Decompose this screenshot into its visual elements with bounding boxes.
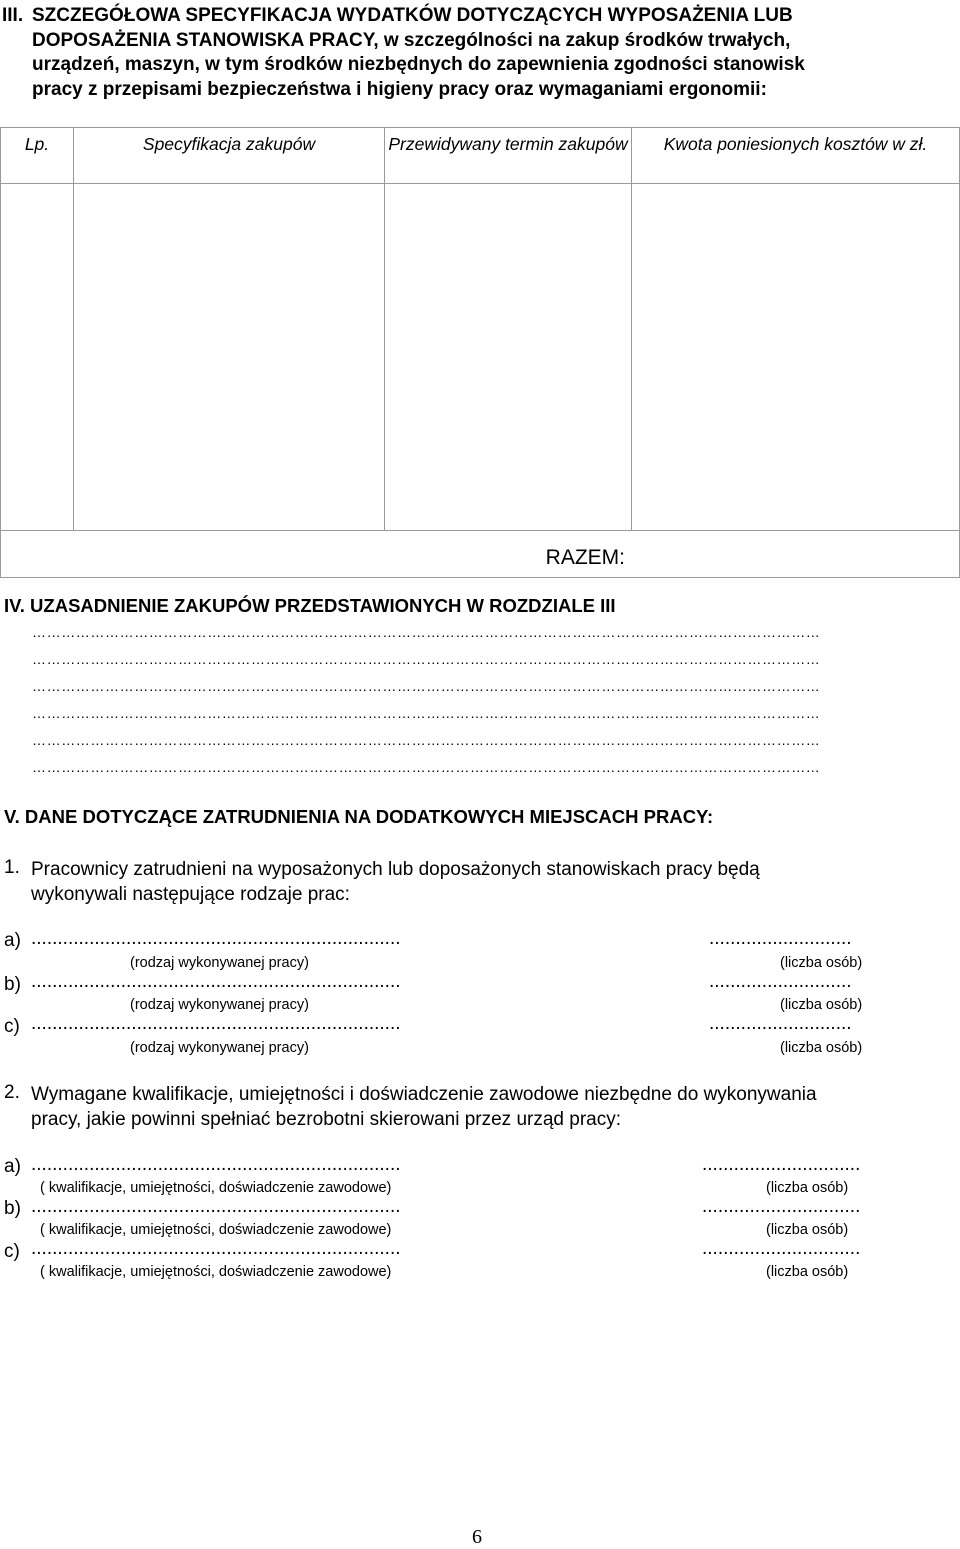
item-label: b) — [4, 1198, 21, 1219]
page-number: 6 — [472, 1526, 482, 1548]
question-2-line: pracy, jakie powinni spełniać bezrobotni skierowani przez urząd pracy: — [31, 1109, 621, 1130]
justification-line[interactable]: ……………………………………………………………………………………………………………………………………………… — [32, 759, 821, 775]
table-cell-specification[interactable] — [74, 184, 385, 531]
qualification-caption: ( kwalifikacje, umiejętności, doświadczenie zawodowe) — [40, 1180, 392, 1196]
column-header-purchase-date: Przewidywany termin zakupów — [385, 128, 632, 184]
column-header-cost: Kwota poniesionych kosztów w zł. — [632, 128, 960, 184]
section-3-line: SZCZEGÓŁOWA SPECYFIKACJA WYDATKÓW DOTYCZĄCYCH WYPOSAŻENIA LUB — [32, 5, 793, 26]
headcount-field[interactable]: .............................. — [702, 1196, 861, 1217]
question-1-text — [31, 857, 955, 907]
item-label: c) — [4, 1241, 20, 1262]
question-1-line: wykonywali następujące rodzaje prac: — [31, 884, 350, 905]
headcount-caption: (liczba osób) — [780, 997, 863, 1013]
question-1-line: Pracownicy zatrudnieni na wyposażonych lub doposażonych stanowiskach pracy będą — [31, 859, 760, 880]
qualification-field[interactable]: ...................................................................... — [31, 1238, 401, 1259]
question-2-text — [31, 1082, 955, 1132]
section-3-line: urządzeń, maszyn, w tym środków niezbędnych do zapewnienia zgodności stanowisk — [32, 54, 805, 75]
headcount-field[interactable]: ........................... — [709, 1013, 852, 1034]
purchase-spec-table — [0, 127, 960, 578]
work-type-field[interactable]: ...................................................................... — [31, 928, 401, 949]
justification-line[interactable]: ……………………………………………………………………………………………………………………………………………… — [32, 732, 821, 748]
headcount-caption: (liczba osób) — [780, 1040, 863, 1056]
table-cell-cost[interactable] — [632, 184, 960, 531]
work-type-field[interactable]: ...................................................................... — [31, 1013, 401, 1034]
column-header-specification: Specyfikacja zakupów — [74, 128, 385, 184]
headcount-field[interactable]: ........................... — [709, 928, 852, 949]
justification-line[interactable]: ……………………………………………………………………………………………………………………………………………… — [32, 678, 821, 694]
qualification-caption: ( kwalifikacje, umiejętności, doświadczenie zawodowe) — [40, 1222, 392, 1238]
work-type-caption: (rodzaj wykonywanej pracy) — [130, 1040, 309, 1056]
headcount-field[interactable]: .............................. — [702, 1154, 861, 1175]
section-5-heading: V. DANE DOTYCZĄCE ZATRUDNIENIA NA DODATKOWYCH MIEJSCACH PRACY: — [4, 806, 714, 827]
question-2-line: Wymagane kwalifikacje, umiejętności i doświadczenie zawodowe niezbędne do wykonywania — [31, 1084, 817, 1105]
headcount-caption: (liczba osób) — [766, 1222, 849, 1238]
section-3-line: pracy z przepisami bezpieczeństwa i higieny pracy oraz wymaganiami ergonomii: — [32, 78, 767, 100]
qualification-caption: ( kwalifikacje, umiejętności, doświadczenie zawodowe) — [40, 1264, 392, 1280]
work-type-caption: (rodzaj wykonywanej pracy) — [130, 997, 309, 1013]
work-type-caption: (rodzaj wykonywanej pracy) — [130, 955, 309, 971]
headcount-caption: (liczba osób) — [766, 1264, 849, 1280]
column-header-lp: Lp. — [1, 128, 74, 184]
item-label: a) — [4, 1156, 21, 1177]
headcount-caption: (liczba osób) — [780, 955, 863, 971]
table-total-row: RAZEM: — [1, 531, 960, 578]
qualification-field[interactable]: ...................................................................... — [31, 1196, 401, 1217]
item-label: b) — [4, 974, 21, 995]
headcount-field[interactable]: ........................... — [709, 971, 852, 992]
section-4-heading: IV. UZASADNIENIE ZAKUPÓW PRZEDSTAWIONYCH W ROZDZIALE III — [4, 595, 616, 616]
item-label: c) — [4, 1016, 20, 1037]
justification-line[interactable]: ……………………………………………………………………………………………………………………………………………… — [32, 651, 821, 667]
table-cell-lp[interactable] — [1, 184, 74, 531]
question-1-number: 1. — [4, 857, 20, 878]
justification-line[interactable]: ……………………………………………………………………………………………………………………………………………… — [32, 705, 821, 721]
question-2-number: 2. — [4, 1082, 20, 1103]
section-3-heading — [4, 4, 956, 102]
justification-line[interactable]: ……………………………………………………………………………………………………………………………………………… — [32, 624, 821, 640]
qualification-field[interactable]: ...................................................................... — [31, 1154, 401, 1175]
table-cell-purchase-date[interactable] — [385, 184, 632, 531]
section-3-line: DOPOSAŻENIA STANOWISKA PRACY, w szczególności na zakup środków trwałych, — [32, 29, 791, 51]
section-3-number: III. — [2, 5, 24, 26]
item-label: a) — [4, 930, 21, 951]
headcount-caption: (liczba osób) — [766, 1180, 849, 1196]
headcount-field[interactable]: .............................. — [702, 1238, 861, 1259]
work-type-field[interactable]: ...................................................................... — [31, 971, 401, 992]
